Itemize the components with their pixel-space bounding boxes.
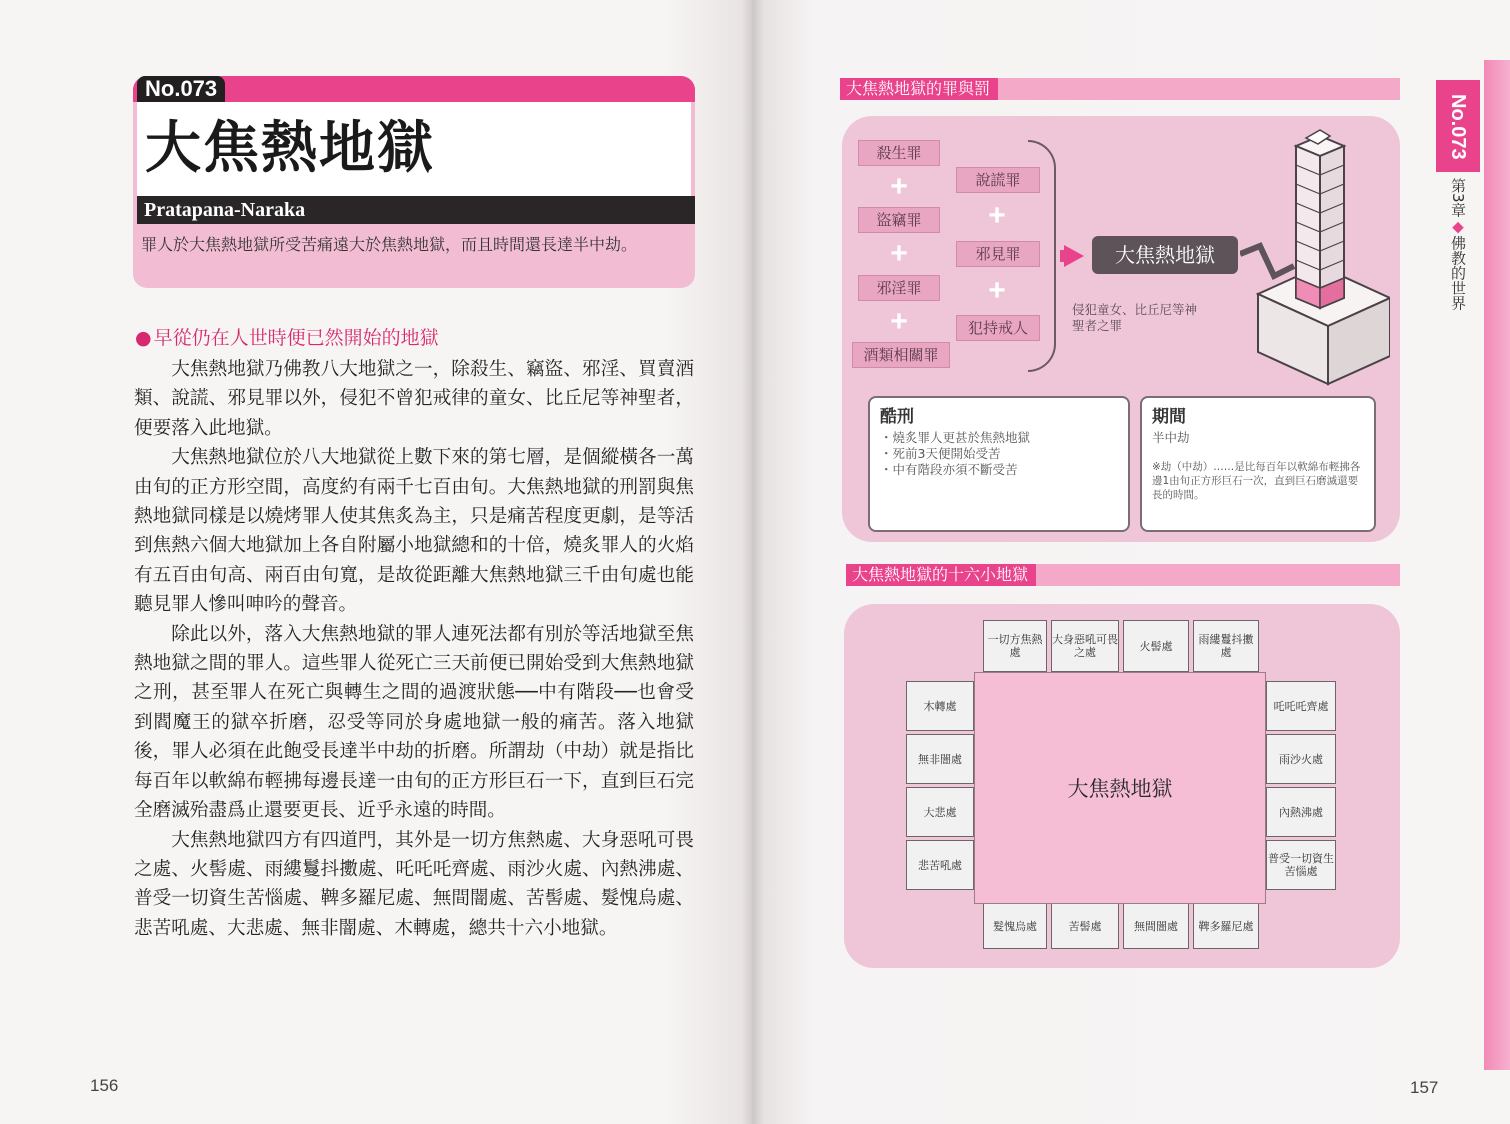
punishment-item: ・中有階段亦須不斷受苦: [880, 462, 1018, 477]
paragraph: 大焦熱地獄乃佛教八大地獄之一，除殺生、竊盜、邪淫、買賣酒類、說謊、邪見罪以外，侵犯不曾犯戒律的童女、比丘尼等神聖者，便要落入此地獄。: [134, 359, 694, 439]
sub-hell-cell: 髮愧烏處: [983, 903, 1047, 949]
period-value: 半中劫: [1152, 430, 1190, 445]
sub-hell-cell: 吒吒吒齊處: [1266, 681, 1336, 731]
sub-hell-cell: 無非闇處: [906, 734, 974, 784]
tower-icon: [1240, 126, 1390, 388]
number-badge: No.073: [137, 76, 225, 102]
center-hell: [974, 672, 1266, 904]
punishment-item: ・燒炙罪人更甚於焦熱地獄: [880, 430, 1031, 445]
summary-text: 罪人於大焦熱地獄所受苦痛遠大於焦熱地獄，而且時間還長達半中劫。: [141, 235, 638, 254]
sub-hell-cell: 木轉處: [906, 681, 974, 731]
side-tab-number: No.073: [1447, 94, 1469, 160]
section2-title: 大焦熱地獄的十六小地獄: [846, 564, 1036, 586]
plus-icon: +: [890, 305, 908, 338]
plus-icon: +: [988, 199, 1006, 232]
sub-hell-cell: 雨沙火處: [1266, 734, 1336, 784]
crime-box: 邪見罪: [956, 241, 1040, 267]
punishment-title: 酷刑: [880, 407, 914, 427]
sub-hell-cell: 火髻處: [1123, 620, 1189, 672]
period-note: ※劫（中劫）……是比每百年以軟綿布輕拂各邊1由旬正方形巨石一次，直到巨石磨滅還要長的時間。: [1152, 461, 1361, 501]
sub-hell-cell: 一切方焦熱處: [983, 620, 1047, 672]
page-title: 大焦熱地獄: [145, 116, 435, 181]
page-number-right: 157: [1410, 1078, 1439, 1097]
plus-icon: +: [890, 170, 908, 203]
bullet-dot-icon: ●: [135, 327, 152, 349]
crime-box: 殺生罪: [858, 140, 940, 166]
section1-bar: [840, 78, 1400, 100]
diamond-icon: ◆: [1449, 217, 1467, 236]
crime-box: 邪淫罪: [858, 275, 940, 301]
extra-sin-note: 侵犯童女、比丘尼等神聖者之罪: [1072, 302, 1198, 333]
crime-box: 說謊罪: [956, 167, 1040, 193]
body-text: [134, 355, 694, 943]
section1-title: 大焦熱地獄的罪與罰: [840, 78, 998, 100]
period-title: 期間: [1152, 407, 1186, 427]
sub-hell-cell: 鞞多羅尼處: [1193, 903, 1259, 949]
punishment-item: ・死前3天便開始受苦: [880, 446, 1001, 461]
right-arrow-icon: [1064, 245, 1084, 267]
page-edge-band: [1484, 60, 1510, 1070]
paragraph: 大焦熱地獄四方有四道門，其外是一切方焦熱處、大身惡吼可畏之處、火髻處、雨縷鬘抖擻處、吒吒吒齊處、雨沙火處、內熱沸處、普受一切資生苦惱處、鞞多羅尼處、無間闇處、苦髻處、髮愧烏處、悲苦吼處、大悲處、無非闇處、木轉處，總共十六小地獄。: [134, 829, 694, 939]
sub-hell-cell: 大悲處: [906, 787, 974, 837]
paragraph: 大焦熱地獄位於八大地獄從上數下來的第七層，是個縱橫各一萬由旬的正方形空間，高度約有兩千七百由旬。大焦熱地獄的刑罰與焦熱地獄同樣是以燒烤罪人使其焦炙為主，只是痛苦程度更劇，是等活到焦熱六個大地獄加上各自附屬小地獄總和的十倍，燒炙罪人的火焰有五百由旬高、兩百由旬寬，是故從距離大焦熱地獄三千由旬處也能聽見罪人慘叫呻吟的聲音。: [134, 447, 694, 616]
sub-hell-cell: 悲苦吼處: [906, 840, 974, 890]
sub-hell-cell: 雨縷鬘抖擻處: [1193, 620, 1259, 672]
sub-hell-cell: 大身惡吼可畏之處: [1051, 620, 1119, 672]
page-subtitle: Pratapana-Naraka: [144, 199, 306, 221]
crime-box: 盜竊罪: [858, 207, 940, 233]
paragraph: 除此以外，落入大焦熱地獄的罪人連死法都有別於等活地獄至焦熱地獄之間的罪人。這些罪人從死亡三天前便已開始受到大焦熱地獄之刑，甚至罪人在死亡與轉生之間的過渡狀態──中有階段──也會受到閻魔王的獄卒折磨，忍受等同於身處地獄一般的痛苦。落入地獄後，罪人必須在此飽受長達半中劫的折磨。所謂劫（中劫）就是指比每百年以軟綿布輕拂每邊長達一由旬的正方形巨石一下，直到巨石完全磨滅殆盡爲止還要更長、近乎永遠的時間。: [134, 623, 694, 822]
sub-hell-cell: 內熱沸處: [1266, 787, 1336, 837]
chapter-prefix: 第3章: [1449, 178, 1467, 218]
chapter-title: 佛教的世界: [1449, 235, 1467, 311]
section2-bar: [846, 564, 1400, 586]
section-heading: [135, 324, 439, 352]
crime-box: 犯持戒人: [956, 315, 1040, 341]
plus-icon: +: [988, 274, 1006, 307]
hell-label: 大焦熱地獄: [1092, 236, 1238, 274]
crime-box: 酒類相關罪: [852, 342, 950, 368]
side-chapter: [1442, 178, 1474, 338]
center-hell-label: 大焦熱地獄: [1067, 777, 1173, 801]
page-number-left: 156: [90, 1076, 119, 1095]
book-gutter: [742, 0, 764, 1124]
sub-hell-cell: 無間闇處: [1123, 903, 1189, 949]
sub-hell-cell: 苦髻處: [1051, 903, 1119, 949]
grouping-bracket: [1028, 140, 1056, 372]
sub-hell-cell: 普受一切資生苦惱處: [1266, 840, 1336, 890]
section-heading-text: 早從仍在人世時便已然開始的地獄: [153, 327, 439, 349]
plus-icon: +: [890, 237, 908, 270]
